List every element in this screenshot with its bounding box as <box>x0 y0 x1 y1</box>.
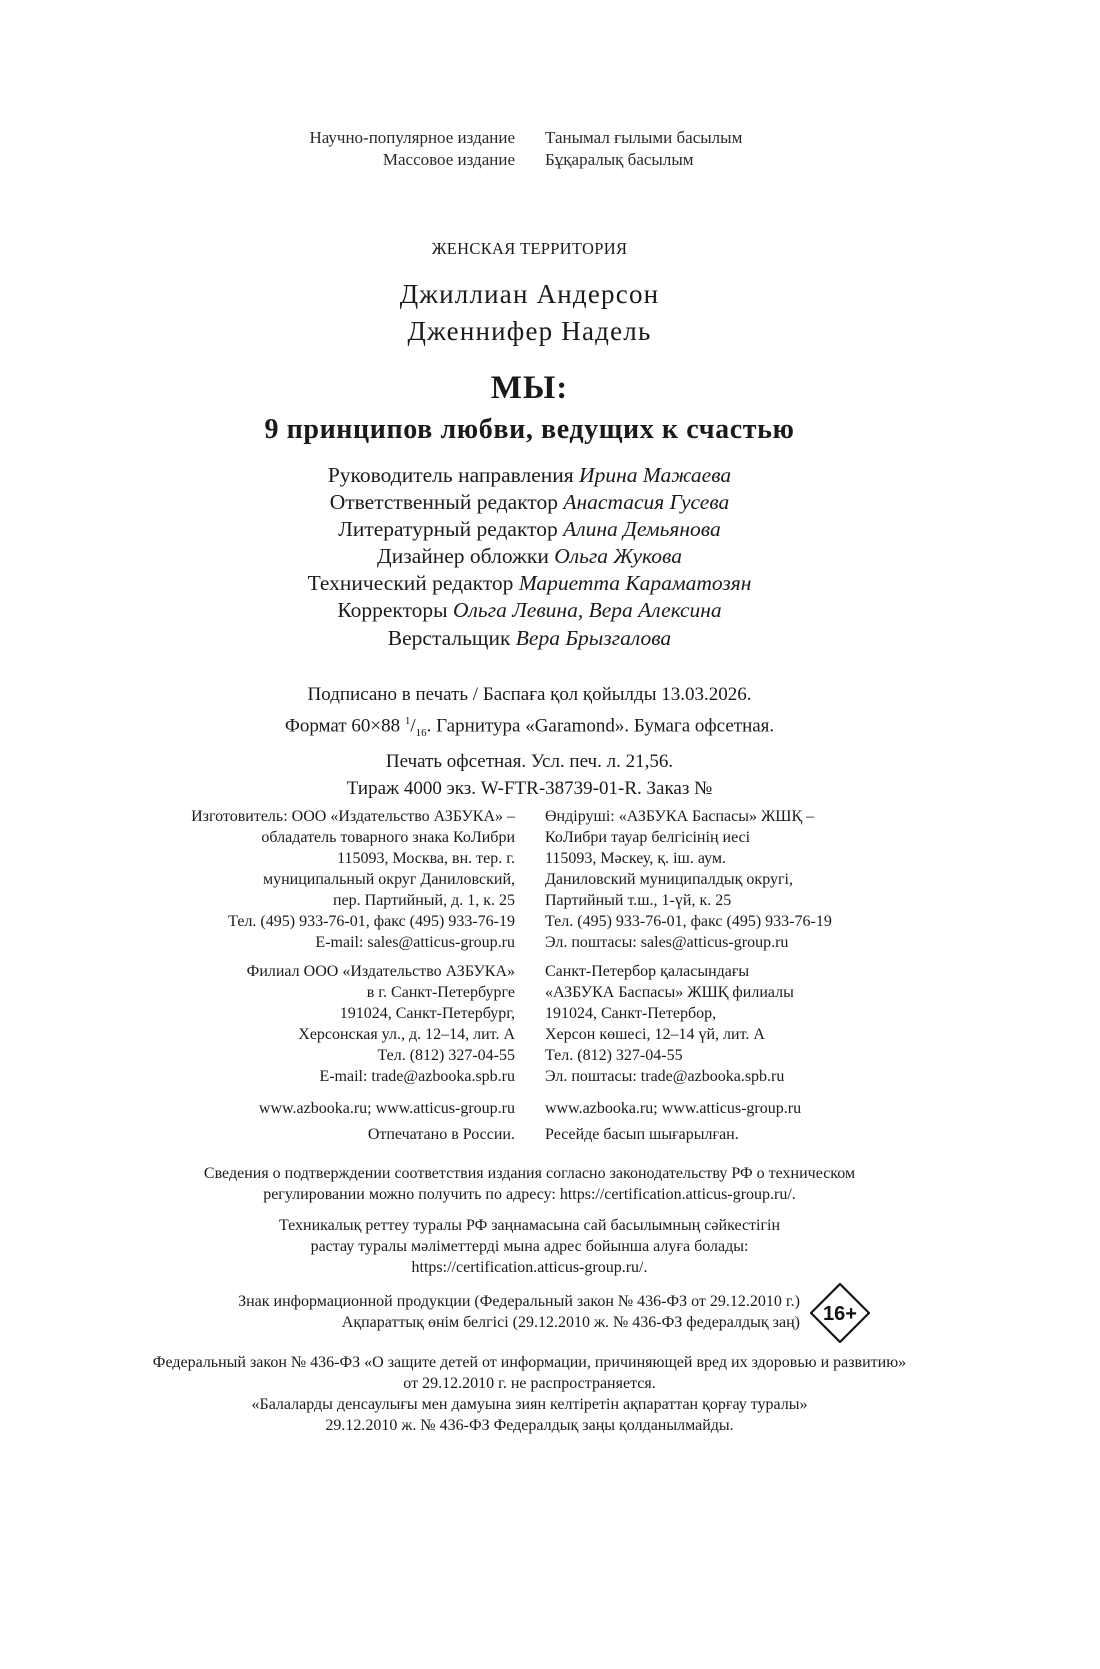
branch-ru-line: 191024, Санкт-Петербург, <box>339 1005 515 1022</box>
federal-law-line: 29.12.2010 ж. № 436-ФЗ Федералдық заңы қолданылмайды. <box>325 1417 734 1434</box>
format-numerator: 1 <box>404 715 411 728</box>
edition-type-kz <box>545 127 865 171</box>
maker-kz-line: Өндіруші: «АЗБУКА Баспасы» ЖШҚ – <box>545 808 815 825</box>
maker-kz <box>545 806 965 953</box>
maker-ru-line: муниципальный округ Даниловский, <box>262 871 515 888</box>
branch-kz-line: Эл. поштасы: trade@azbooka.spb.ru <box>545 1068 785 1085</box>
maker-kz-line: 115093, Мәскеу, қ. іш. аум. <box>545 850 727 867</box>
imprint-format: Формат 60×88 $^1/_{16}$. Гарнитура «Garamond». Бумага офсетная. <box>284 715 775 740</box>
format-suffix: . Гарнитура «Garamond». Бумага офсетная. <box>426 715 775 737</box>
certification-kz-line: Техникалық реттеу туралы РФ заңнамасына сай басылымның сәйкестігін <box>278 1217 781 1234</box>
maker-ru-line: пер. Партийный, д. 1, к. 25 <box>332 892 515 909</box>
info-sign-line: Знак информационной продукции (Федеральный закон № 436-ФЗ от 29.12.2010 г.) <box>238 1293 800 1310</box>
certification-ru-line: Сведения о подтверждении соответствия издания согласно законодательству РФ о техническом <box>203 1165 856 1182</box>
branch-kz-line: Санкт-Петербор қаласындағы <box>545 963 750 980</box>
branch-kz-line: «АЗБУКА Баспасы» ЖШҚ филиалы <box>545 984 794 1001</box>
branch-ru-line: Херсонская ул., д. 12–14, лит. А <box>298 1026 515 1043</box>
federal-law <box>0 1352 1059 1436</box>
branch-ru-line: Тел. (812) 327-04-55 <box>377 1047 515 1064</box>
branch-ru-line: E-mail: trade@azbooka.spb.ru <box>319 1068 515 1085</box>
credit-role: Руководитель направления <box>327 463 574 487</box>
maker-ru-line: E-mail: sales@atticus-group.ru <box>315 934 515 951</box>
credit-role: Технический редактор <box>307 571 514 596</box>
certification-kz-line: растау туралы мәліметтерді мына адрес бойынша алуға болады: <box>310 1238 749 1255</box>
imprint-print: Печать офсетная. Усл. печ. л. 21,56. <box>385 750 674 772</box>
credit-line <box>0 516 1059 543</box>
author-name: Дженнифер Надель <box>407 316 652 346</box>
credit-role: Литературный редактор <box>338 517 558 542</box>
certification-ru-line: регулировании можно получить по адресу: https://certification.atticus-group.ru/. <box>263 1186 796 1203</box>
federal-law-line: Федеральный закон № 436-ФЗ «О защите детей от информации, причиняющей вред их здоровью и развитию» <box>152 1354 907 1371</box>
credit-role: Корректоры <box>337 598 448 623</box>
credit-person: Вера Брызгалова <box>515 625 672 650</box>
credit-person: Ольга Жукова <box>554 544 682 569</box>
format-denominator: 16 <box>415 727 427 740</box>
credits <box>0 462 1059 652</box>
branch-kz <box>545 961 965 1087</box>
credit-person: Ирина Мажаева <box>579 463 732 487</box>
branch-ru <box>100 961 515 1087</box>
credit-line <box>0 570 1059 597</box>
printed-ru: Отпечатано в России. <box>367 1126 515 1143</box>
printed-kz: Ресейде басып шығарылған. <box>545 1126 739 1143</box>
federal-law-line: «Балаларды денсаулығы мен дамуына зиян келтіретін ақпараттан қорғау туралы» <box>251 1396 808 1413</box>
credit-line <box>0 462 1059 489</box>
credit-person: Мариетта Караматозян <box>518 571 752 596</box>
maker-ru-line: Изготовитель: ООО «Издательство АЗБУКА» – <box>191 808 515 825</box>
credit-line <box>0 543 1059 570</box>
credit-line <box>0 489 1059 516</box>
maker-kz-line: Эл. поштасы: sales@atticus-group.ru <box>545 934 789 951</box>
book-title: МЫ: <box>490 370 569 406</box>
credit-role: Дизайнер обложки <box>377 544 549 569</box>
maker-ru-line: обладатель товарного знака КоЛибри <box>261 829 515 846</box>
authors <box>0 276 1059 350</box>
edition-type-kz-line: Бұқаралық басылым <box>545 150 694 169</box>
maker-kz-line: КоЛибри тауар белгісінің иесі <box>545 829 751 846</box>
edition-type-kz-line: Танымал ғылыми басылым <box>545 128 743 147</box>
certification-kz <box>0 1215 1059 1278</box>
credit-line <box>0 597 1059 624</box>
imprint-signed: Подписано в печать / Баспаға қол қойылды 13.03.2026. <box>307 684 752 705</box>
maker-kz-line: Даниловский муниципалдық округі, <box>545 871 793 888</box>
age-rating-text: 16+ <box>823 1303 857 1325</box>
credit-line <box>0 625 1059 652</box>
federal-law-line: от 29.12.2010 г. не распространяется. <box>403 1375 656 1392</box>
edition-type-ru-line: Массовое издание <box>382 150 515 169</box>
branch-ru-line: в г. Санкт-Петербурге <box>366 984 515 1001</box>
info-sign-line: Ақпараттық өнім белгісі (29.12.2010 ж. № 436-ФЗ федералдық заң) <box>341 1314 800 1331</box>
branch-kz-line: 191024, Санкт-Петербор, <box>545 1005 717 1022</box>
imprint-run: Тираж 4000 экз. W-FTR-38739-01-R. Заказ № <box>346 778 713 800</box>
websites-ru: www.azbooka.ru; www.atticus-group.ru <box>258 1100 515 1117</box>
author-name: Джиллиан Андерсон <box>399 279 660 309</box>
edition-type-ru-line: Научно-популярное издание <box>309 128 515 147</box>
maker-ru-line: 115093, Москва, вн. тер. г. <box>337 850 515 867</box>
certification-kz-line: https://certification.atticus-group.ru/. <box>411 1259 648 1276</box>
credit-role: Ответственный редактор <box>329 490 558 515</box>
imprint <box>0 681 1059 802</box>
websites-kz: www.azbooka.ru; www.atticus-group.ru <box>545 1100 802 1117</box>
maker-kz-line: Партийный т.ш., 1-үй, к. 25 <box>545 892 732 909</box>
credit-person: Ольга Левина, Вера Алексина <box>453 598 722 623</box>
credit-role: Верстальщик <box>387 625 511 650</box>
branch-ru-line: Филиал ООО «Издательство АЗБУКА» <box>246 963 515 980</box>
certification-ru <box>0 1163 1059 1205</box>
credit-person: Алина Демьянова <box>563 517 721 542</box>
maker-ru <box>100 806 515 953</box>
edition-type-ru <box>200 127 515 171</box>
series-name: ЖЕНСКАЯ ТЕРРИТОРИЯ <box>431 239 628 258</box>
info-sign <box>100 1291 800 1333</box>
maker-ru-line: Тел. (495) 933-76-01, факс (495) 933-76-19 <box>228 913 515 930</box>
maker-kz-line: Тел. (495) 933-76-01, факс (495) 933-76-19 <box>545 913 832 930</box>
credit-person: Анастасия Гусева <box>563 490 730 515</box>
age-rating-badge <box>810 1283 870 1343</box>
book-subtitle: 9 принципов любви, ведущих к счастью <box>264 414 795 445</box>
branch-kz-line: Херсон көшесі, 12–14 үй, лит. А <box>545 1026 765 1043</box>
branch-kz-line: Тел. (812) 327-04-55 <box>545 1047 683 1064</box>
format-prefix: Формат 60×88 <box>284 715 405 737</box>
